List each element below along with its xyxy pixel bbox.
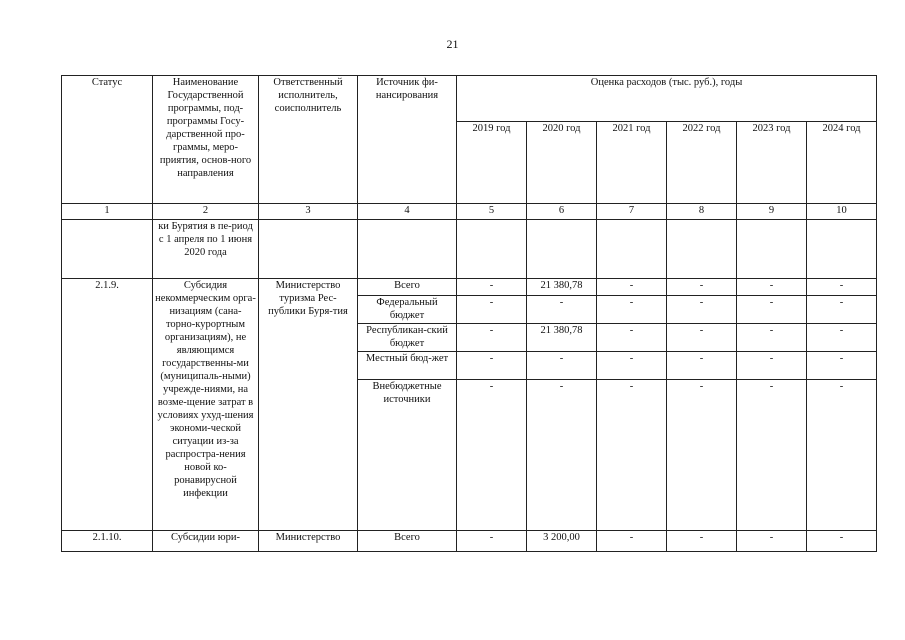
continuation-cell (457, 220, 527, 279)
item-executor: Министерство туризма Рес-публики Буря-тия (259, 279, 358, 531)
header-year: 2022 год (667, 122, 737, 204)
expense-value: - (807, 324, 877, 352)
expense-value: - (597, 352, 667, 380)
expense-value: - (457, 531, 527, 552)
expense-value: 21 380,78 (527, 324, 597, 352)
expense-value: - (667, 380, 737, 531)
header-year: 2023 год (737, 122, 807, 204)
expense-value: - (457, 296, 527, 324)
expense-value: - (737, 380, 807, 531)
source-federal: Федеральный бюджет (358, 296, 457, 324)
item-status: 2.1.9. (62, 279, 153, 531)
column-number: 8 (667, 204, 737, 220)
expense-value: - (807, 531, 877, 552)
item-name: Субсидии юри- (153, 531, 259, 552)
header-program-name: Наименование Государственной программы, под-программы Госу-дарственной про-граммы, меро-приятия, основ-ного направления (153, 76, 259, 204)
expense-value: - (807, 352, 877, 380)
header-status: Статус (62, 76, 153, 204)
expense-value: - (457, 352, 527, 380)
expense-value: - (807, 380, 877, 531)
continuation-cell (667, 220, 737, 279)
expense-value: - (457, 279, 527, 296)
expense-value: - (737, 296, 807, 324)
expense-value: - (667, 352, 737, 380)
header-executor: Ответственный исполнитель, соисполнитель (259, 76, 358, 204)
expense-value: - (597, 380, 667, 531)
item-executor: Министерство (259, 531, 358, 552)
expense-value: 21 380,78 (527, 279, 597, 296)
source-extrabudgetary: Внебюджетные источники (358, 380, 457, 531)
column-number: 3 (259, 204, 358, 220)
expense-value: - (597, 296, 667, 324)
header-year: 2024 год (807, 122, 877, 204)
continuation-cell (527, 220, 597, 279)
item-name: Субсидия некоммерческим орга-низациям (сана-торно-курортным организациям), не являющимся государственны-ми (муниципаль-ными) учрежде-ниями, на возме-щение затрат в условиях ухуд-шения экономи-ческой ситуации из-за распростра-нения новой ко-ронавирусной инфекции (153, 279, 259, 531)
header-expenses: Оценка расходов (тыс. руб.), годы (457, 76, 877, 122)
header-source: Источник фи-нансирования (358, 76, 457, 204)
expense-value: - (527, 380, 597, 531)
expense-value: - (737, 352, 807, 380)
expense-value: - (597, 531, 667, 552)
expense-value: - (807, 279, 877, 296)
continuation-status-cell (62, 220, 153, 279)
expense-value: - (667, 279, 737, 296)
column-number: 9 (737, 204, 807, 220)
expense-value: - (737, 324, 807, 352)
column-number: 10 (807, 204, 877, 220)
column-number: 2 (153, 204, 259, 220)
continuation-cell (597, 220, 667, 279)
expense-value: - (667, 531, 737, 552)
expense-value: - (457, 380, 527, 531)
item-status: 2.1.10. (62, 531, 153, 552)
column-number: 7 (597, 204, 667, 220)
expense-value: - (597, 324, 667, 352)
source-total: Всего (358, 531, 457, 552)
continuation-cell (358, 220, 457, 279)
continuation-cell (737, 220, 807, 279)
expense-value: - (667, 324, 737, 352)
expense-value: - (457, 324, 527, 352)
source-total: Всего (358, 279, 457, 296)
expense-value: - (527, 296, 597, 324)
page-number: 21 (446, 37, 459, 51)
source-local: Местный бюд-жет (358, 352, 457, 380)
expense-value: - (807, 296, 877, 324)
expense-value: - (737, 279, 807, 296)
column-number: 5 (457, 204, 527, 220)
header-year: 2021 год (597, 122, 667, 204)
expense-value: 3 200,00 (527, 531, 597, 552)
source-republican: Республикан-ский бюджет (358, 324, 457, 352)
continuation-cell (259, 220, 358, 279)
continuation-cell (807, 220, 877, 279)
budget-table (61, 75, 877, 552)
expense-value: - (667, 296, 737, 324)
expense-value: - (737, 531, 807, 552)
continuation-name: ки Бурятия в пе-риод с 1 апреля по 1 июня 2020 года (153, 220, 259, 279)
header-year: 2020 год (527, 122, 597, 204)
expense-value: - (597, 279, 667, 296)
header-year: 2019 год (457, 122, 527, 204)
column-number: 4 (358, 204, 457, 220)
column-number: 6 (527, 204, 597, 220)
expense-value: - (527, 352, 597, 380)
column-number: 1 (62, 204, 153, 220)
